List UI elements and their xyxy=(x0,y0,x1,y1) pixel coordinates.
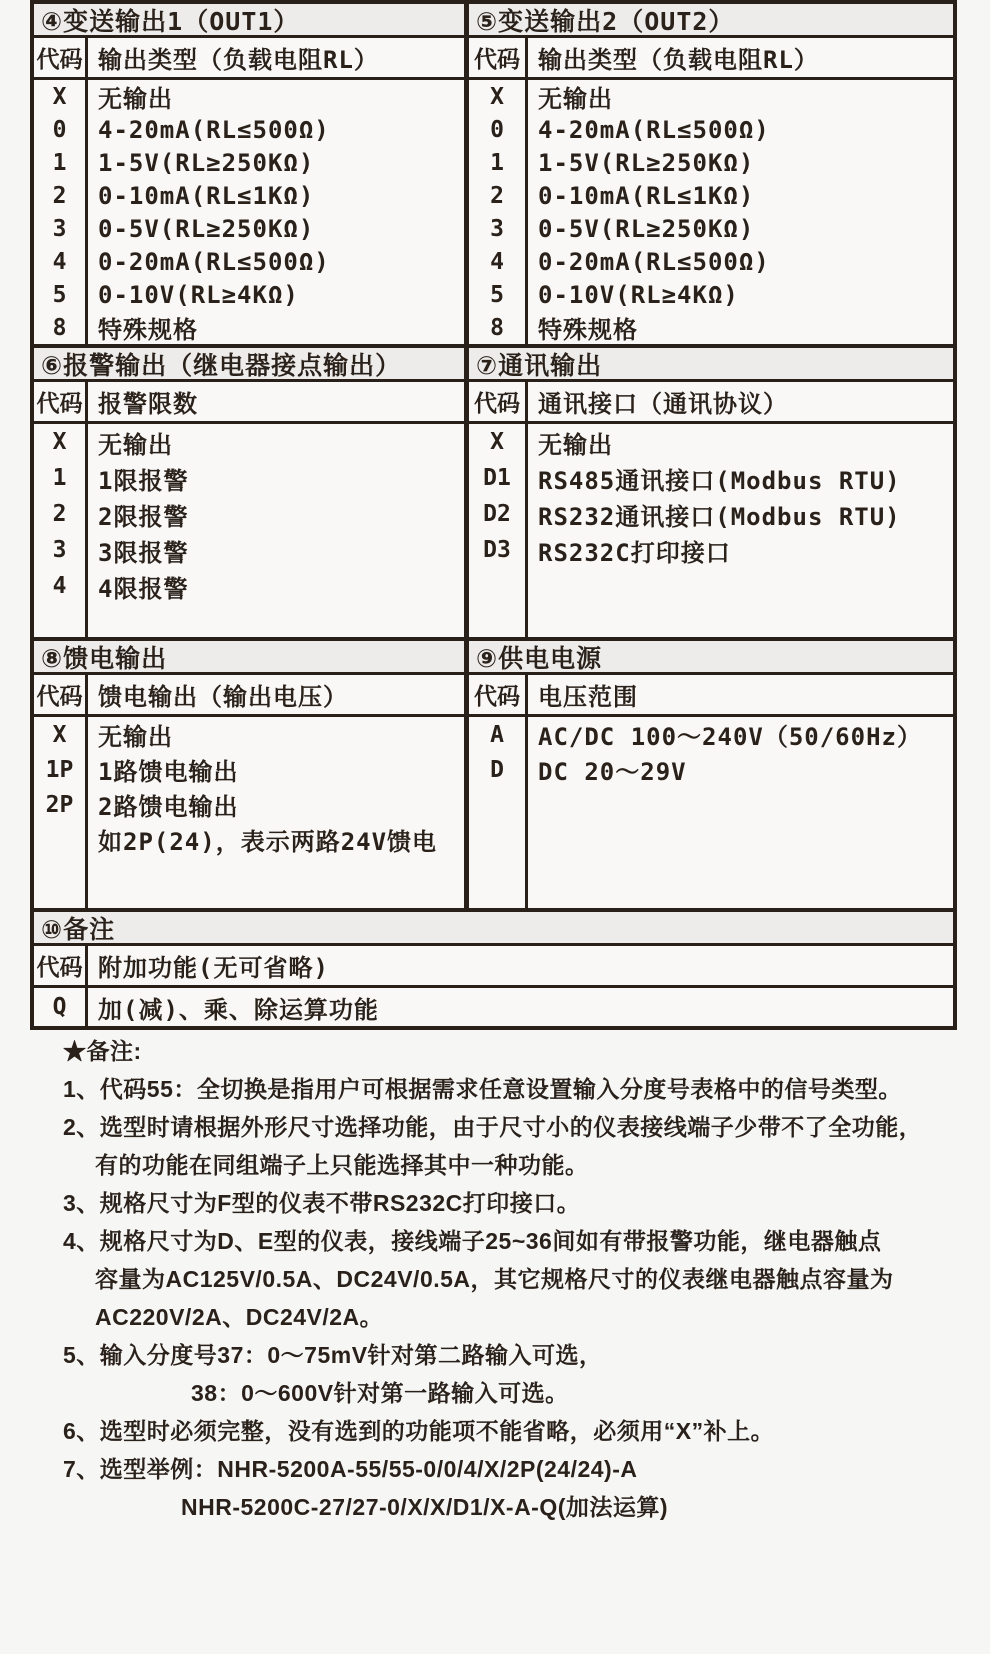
table-row xyxy=(34,311,464,344)
code-cell: 1 xyxy=(52,149,67,176)
section-band xyxy=(34,348,953,382)
code-cell: X xyxy=(52,721,67,748)
section-title-remarks: ⑩备注 xyxy=(41,914,116,944)
table-row xyxy=(34,278,464,311)
section-band xyxy=(34,641,953,675)
desc-cell: 0-5V(RL≥250KΩ) xyxy=(538,214,755,243)
code-cell: X xyxy=(52,429,67,455)
code-cell: 4 xyxy=(52,248,67,275)
comm-subtable xyxy=(464,382,953,637)
desc-header: 报警限数 xyxy=(98,390,198,418)
desc-cell: 0-20mA(RL≤500Ω) xyxy=(538,247,770,276)
section-content xyxy=(34,382,953,637)
note-line: AC220V/2A、DC24V/2A。 xyxy=(95,1304,384,1330)
desc-cell: 无输出 xyxy=(98,430,173,459)
table-row xyxy=(469,245,953,278)
section-band xyxy=(34,912,953,946)
note-line: NHR-5200C-27/27-0/X/X/D1/X-A-Q(加法运算) xyxy=(181,1494,669,1520)
section-content xyxy=(34,946,953,1026)
code-cell: D2 xyxy=(483,501,511,527)
note-line: 38：0～600V针对第一路输入可选。 xyxy=(191,1380,569,1406)
table-row xyxy=(34,424,464,460)
desc-cell: 0-10V(RL≥4KΩ) xyxy=(98,280,299,309)
desc-cell: 特殊规格 xyxy=(538,316,638,344)
desc-cell: 无输出 xyxy=(98,723,173,751)
desc-header: 馈电输出（输出电压） xyxy=(98,683,348,711)
code-cell: 4 xyxy=(52,573,67,599)
section-title-feed: ⑧馈电输出 xyxy=(41,643,168,673)
desc-cell: 无输出 xyxy=(538,430,613,459)
code-cell: 5 xyxy=(52,281,67,308)
desc-cell: RS485通讯接口(Modbus RTU) xyxy=(538,466,901,495)
desc-header: 输出类型（负载电阻RL） xyxy=(538,46,819,74)
section-content xyxy=(34,675,953,908)
note-line: 3、规格尺寸为F型的仪表不带RS232C打印接口。 xyxy=(63,1190,581,1216)
note-line: 7、选型举例：NHR-5200A-55/55-0/0/4/X/2P(24/24)-A xyxy=(63,1456,638,1482)
note-line: 6、选型时必须完整，没有选到的功能项不能省略，必须用“X”补上。 xyxy=(63,1418,775,1444)
code-cell: D1 xyxy=(483,465,511,491)
table-row xyxy=(34,787,464,822)
out2-subtable xyxy=(464,38,953,344)
code-header: 代码 xyxy=(36,684,83,710)
desc-cell: RS232通讯接口(Modbus RTU) xyxy=(538,502,901,531)
code-cell: 8 xyxy=(52,314,67,341)
desc-cell: 无输出 xyxy=(538,85,613,113)
code-header: 代码 xyxy=(474,47,520,73)
desc-cell: 0-10mA(RL≤1KΩ) xyxy=(98,181,315,210)
desc-cell: 1限报警 xyxy=(98,466,189,495)
desc-cell: 如2P(24)，表示两路24V馈电 xyxy=(98,828,438,856)
table-row xyxy=(469,278,953,311)
code-header: 代码 xyxy=(474,391,520,417)
table-row xyxy=(34,113,464,146)
note-line: 1、代码55：全切换是指用户可根据需求任意设置输入分度号表格中的信号类型。 xyxy=(63,1076,902,1102)
code-cell: A xyxy=(490,721,504,748)
section-band xyxy=(34,4,953,38)
note-line: 2、选型时请根据外形尺寸选择功能，由于尺寸小的仪表接线端子少带不了全功能， xyxy=(63,1114,923,1140)
code-cell: 1P xyxy=(45,756,74,783)
table-row xyxy=(469,311,953,344)
table-row xyxy=(34,245,464,278)
code-cell: Q xyxy=(52,994,67,1020)
desc-cell: 无输出 xyxy=(98,85,173,113)
table-row xyxy=(34,532,464,568)
table-row xyxy=(34,212,464,245)
table-row xyxy=(469,146,953,179)
remarks-subtable xyxy=(34,946,953,1026)
desc-cell: 0-20mA(RL≤500Ω) xyxy=(98,247,330,276)
desc-header: 电压范围 xyxy=(538,683,638,711)
table-row xyxy=(469,179,953,212)
table-row xyxy=(469,752,953,787)
code-cell: X xyxy=(490,83,504,110)
desc-header: 通讯接口（通讯协议） xyxy=(538,390,788,418)
alarm-subtable xyxy=(34,382,464,637)
desc-cell: 1-5V(RL≥250KΩ) xyxy=(538,148,755,177)
code-cell: 8 xyxy=(490,314,504,341)
table-row xyxy=(34,460,464,496)
section-title-out1: ④变送输出1（OUT1） xyxy=(41,6,300,36)
selection-spec-table xyxy=(30,0,957,1030)
note-line: 5、输入分度号37：0～75mV针对第二路输入可选， xyxy=(63,1342,603,1368)
column-header-row xyxy=(469,675,953,717)
table-row xyxy=(469,717,953,752)
column-header-row xyxy=(34,675,464,717)
code-cell: 2 xyxy=(52,182,67,209)
table-row xyxy=(34,822,464,857)
code-cell: X xyxy=(52,83,67,110)
notes-block xyxy=(63,1032,943,1526)
table-row xyxy=(34,179,464,212)
section-alarm-comm xyxy=(34,344,953,637)
power-subtable xyxy=(464,675,953,908)
desc-cell: 0-10mA(RL≤1KΩ) xyxy=(538,181,755,210)
note-line: 容量为AC125V/0.5A、DC24V/0.5A，其它规格尺寸的仪表继电器触点容量为 xyxy=(95,1266,894,1292)
code-cell: 2 xyxy=(52,501,67,527)
section-remarks xyxy=(34,908,953,1026)
desc-cell: 3限报警 xyxy=(98,538,189,567)
code-cell: 2 xyxy=(490,182,504,209)
table-row xyxy=(34,717,464,752)
column-divider xyxy=(85,946,88,1026)
code-cell: 2P xyxy=(45,791,74,818)
table-row xyxy=(34,146,464,179)
table-row xyxy=(34,752,464,787)
code-cell: X xyxy=(490,429,504,455)
column-divider xyxy=(525,38,528,344)
code-header: 代码 xyxy=(474,684,520,710)
column-header-row xyxy=(469,38,953,80)
column-divider xyxy=(85,675,88,908)
column-divider xyxy=(525,382,528,637)
desc-cell: 4-20mA(RL≤500Ω) xyxy=(538,115,770,144)
section-feed-power xyxy=(34,637,953,908)
section-title-power: ⑨供电电源 xyxy=(464,641,953,672)
code-header: 代码 xyxy=(36,391,83,417)
desc-cell: 2路馈电输出 xyxy=(98,793,239,821)
code-cell: 1 xyxy=(490,149,504,176)
desc-cell: 加(减)、乘、除运算功能 xyxy=(98,995,379,1024)
code-cell: D xyxy=(490,756,504,783)
table-row xyxy=(469,460,953,496)
desc-cell: 特殊规格 xyxy=(98,316,198,344)
desc-cell: 0-10V(RL≥4KΩ) xyxy=(538,280,739,309)
column-header-row xyxy=(469,382,953,424)
column-divider xyxy=(85,38,88,344)
table-row xyxy=(469,424,953,460)
section-title-comm: ⑦通讯输出 xyxy=(464,348,953,379)
code-cell: 1 xyxy=(52,465,67,491)
table-row xyxy=(34,568,464,604)
code-cell: 3 xyxy=(490,215,504,242)
desc-cell: 0-5V(RL≥250KΩ) xyxy=(98,214,315,243)
section-title-out2: ⑤变送输出2（OUT2） xyxy=(464,4,953,35)
column-header-row xyxy=(34,946,953,988)
code-cell: 0 xyxy=(490,116,504,143)
desc-cell: DC 20～29V xyxy=(538,758,687,786)
desc-header: 附加功能(无可省略) xyxy=(98,954,329,982)
table-row xyxy=(469,113,953,146)
desc-cell: 4限报警 xyxy=(98,574,189,603)
section-title-alarm: ⑥报警输出（继电器接点输出） xyxy=(41,350,402,380)
table-row xyxy=(469,212,953,245)
note-line: 4、规格尺寸为D、E型的仪表，接线端子25~36间如有带报警功能，继电器触点 xyxy=(63,1228,882,1254)
desc-cell: RS232C打印接口 xyxy=(538,538,731,567)
table-row xyxy=(469,80,953,113)
section-content xyxy=(34,38,953,344)
desc-cell: 1路馈电输出 xyxy=(98,758,239,786)
desc-cell: AC/DC 100～240V（50/60Hz） xyxy=(538,723,922,751)
column-divider xyxy=(85,382,88,637)
desc-header: 输出类型（负载电阻RL） xyxy=(98,46,379,74)
table-row xyxy=(34,988,953,1026)
code-header: 代码 xyxy=(36,47,83,73)
code-cell: 5 xyxy=(490,281,504,308)
desc-cell: 4-20mA(RL≤500Ω) xyxy=(98,115,330,144)
section-transmit-outputs xyxy=(34,4,953,344)
desc-cell: 1-5V(RL≥250KΩ) xyxy=(98,148,315,177)
table-row xyxy=(34,80,464,113)
table-row xyxy=(469,496,953,532)
out1-subtable xyxy=(34,38,464,344)
notes-title: ★备注: xyxy=(63,1038,142,1064)
code-cell: 3 xyxy=(52,537,67,563)
code-header: 代码 xyxy=(36,955,83,981)
note-line: 有的功能在同组端子上只能选择其中一种功能。 xyxy=(95,1152,589,1178)
table-row xyxy=(34,496,464,532)
code-cell: D3 xyxy=(483,537,511,563)
column-header-row xyxy=(34,38,464,80)
column-divider xyxy=(525,675,528,908)
code-cell: 4 xyxy=(490,248,504,275)
desc-cell: 2限报警 xyxy=(98,502,189,531)
code-cell: 3 xyxy=(52,215,67,242)
table-row xyxy=(469,532,953,568)
column-header-row xyxy=(34,382,464,424)
code-cell: 0 xyxy=(52,116,67,143)
feed-subtable xyxy=(34,675,464,908)
